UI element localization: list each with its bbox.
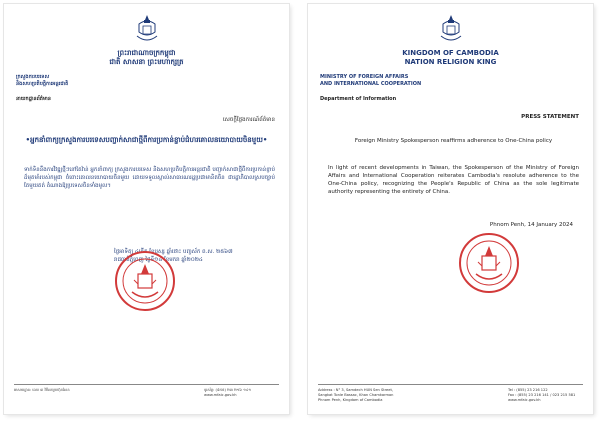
footer-address-line1: Address : N° 3, Samdech HUN Sen Street, <box>318 388 394 392</box>
english-document-page <box>308 4 593 414</box>
royal-emblem-icon <box>135 14 159 44</box>
department-name: នាយកដ្ឋានព័ត៌មាន <box>16 96 51 102</box>
footer-phone: ទូរស័ព្ទ: (៨៥៥) ២៣ ២១៦ ១៤១ <box>204 388 252 392</box>
ministry-name <box>320 74 421 88</box>
footer-contact <box>204 388 284 398</box>
footer-address: អាសយដ្ឋាន: លេខ ៣ វិថីសម្តេចហ៊ុនសែន <box>14 388 70 392</box>
statement-date: Phnom Penh, 14 January 2024 <box>489 222 573 228</box>
footer-website: www.mfaic.gov.kh <box>204 393 237 397</box>
footer-divider <box>318 384 583 385</box>
ministry-line1: ក្រសួងការបរទេស <box>16 74 50 80</box>
footer-phone: Tel : (855) 23 216 122 <box>508 388 548 392</box>
kingdom-line1: KINGDOM OF CAMBODIA <box>402 49 499 57</box>
footer-fax: Fax : (855) 23 216 141 / 023 215 581 <box>508 393 576 397</box>
ministry-line2: AND INTERNATIONAL COOPERATION <box>320 81 422 87</box>
footer-address-line2: Sangkat Tonle Bassac, Khan Chamkarmon <box>318 393 394 397</box>
footer-address <box>318 388 428 403</box>
kingdom-heading <box>308 49 593 67</box>
statement-body: In light of recent developments in Taiwan, the Spokesperson of the Ministry of Foreign Affairs and International Cooperation reiterates Cambodia's resolute adherence to the One-China policy, recognizing the People's Republic of China as the sole legitimate authority representing the entirety of China. <box>328 165 579 195</box>
footer-website: www.mfaic.gov.kh <box>508 398 541 402</box>
official-seal-icon <box>114 250 176 312</box>
ministry-line1: MINISTRY OF FOREIGN AFFAIRS <box>320 74 409 80</box>
date-lunar: ថ្ងៃអាទិត្យ ៤កើត ខែបុស្ស ឆ្នាំថោះ បញ្ចស័ក ព.ស. ២៥៦៧ <box>114 249 233 255</box>
kingdom-heading <box>4 49 289 67</box>
footer-address-line3: Phnom Penh, Kingdom of Cambodia <box>318 398 383 402</box>
ministry-line2: និងសហប្រតិបត្តិការអន្តរជាតិ <box>16 81 69 87</box>
doc-type-label: សេចក្តីថ្លែងការណ៍ព័ត៌មាន <box>222 117 275 123</box>
kingdom-line1: ព្រះរាជាណាចក្រកម្ពុជា <box>117 49 176 57</box>
statement-body: ទាក់ទិននឹងការវិវឌ្ឍថ្មីៗនៅតៃវ៉ាន់ អ្នកនាំពាក្យ ក្រសួងការបរទេស និងសហប្រតិបត្តិការអន្តរជាតិ បញ្ជាក់សាជាថ្មីពីការប្រកាន់ខ្ជាប់ដ៏មុតមាំរបស់កម្ពុជា ចំពោះគោលនយោបាយចិនមួយ ដោយទទួលស្គាល់សាធារណរដ្ឋប្រជាមានិតចិន ជារដ្ឋាភិបាលស្របច្បាប់តែមួយគត់ តំណាងឱ្យប្រទេសចិនទាំងមូល។ <box>24 167 275 189</box>
footer-contact <box>508 388 588 403</box>
department-name: Department of Information <box>320 96 397 102</box>
kingdom-line2: ជាតិ សាសនា ព្រះមហាក្សត្រ <box>109 58 184 66</box>
press-statement-label: PRESS STATEMENT <box>521 114 579 120</box>
statement-title: •អ្នកនាំពាក្យក្រសួងការបរទេសបញ្ជាក់សាជាថ្មីពីការប្រកាន់ខ្ជាប់ជំហរគោលនយោបាយចិនមួយ• <box>25 136 268 144</box>
ministry-name <box>16 74 68 88</box>
date-gregorian: រាជធានីភ្នំពេញ ថ្ងៃទី១៤ ខែមករា ឆ្នាំ២០២៤ <box>114 257 203 263</box>
kingdom-line2: NATION RELIGION KING <box>404 58 497 66</box>
footer-divider <box>14 384 279 385</box>
official-seal-icon <box>458 232 520 294</box>
statement-title: Foreign Ministry Spokesperson reaffirms adherence to One-China policy <box>354 138 553 144</box>
khmer-document-page <box>4 4 289 414</box>
royal-emblem-icon <box>439 14 463 44</box>
